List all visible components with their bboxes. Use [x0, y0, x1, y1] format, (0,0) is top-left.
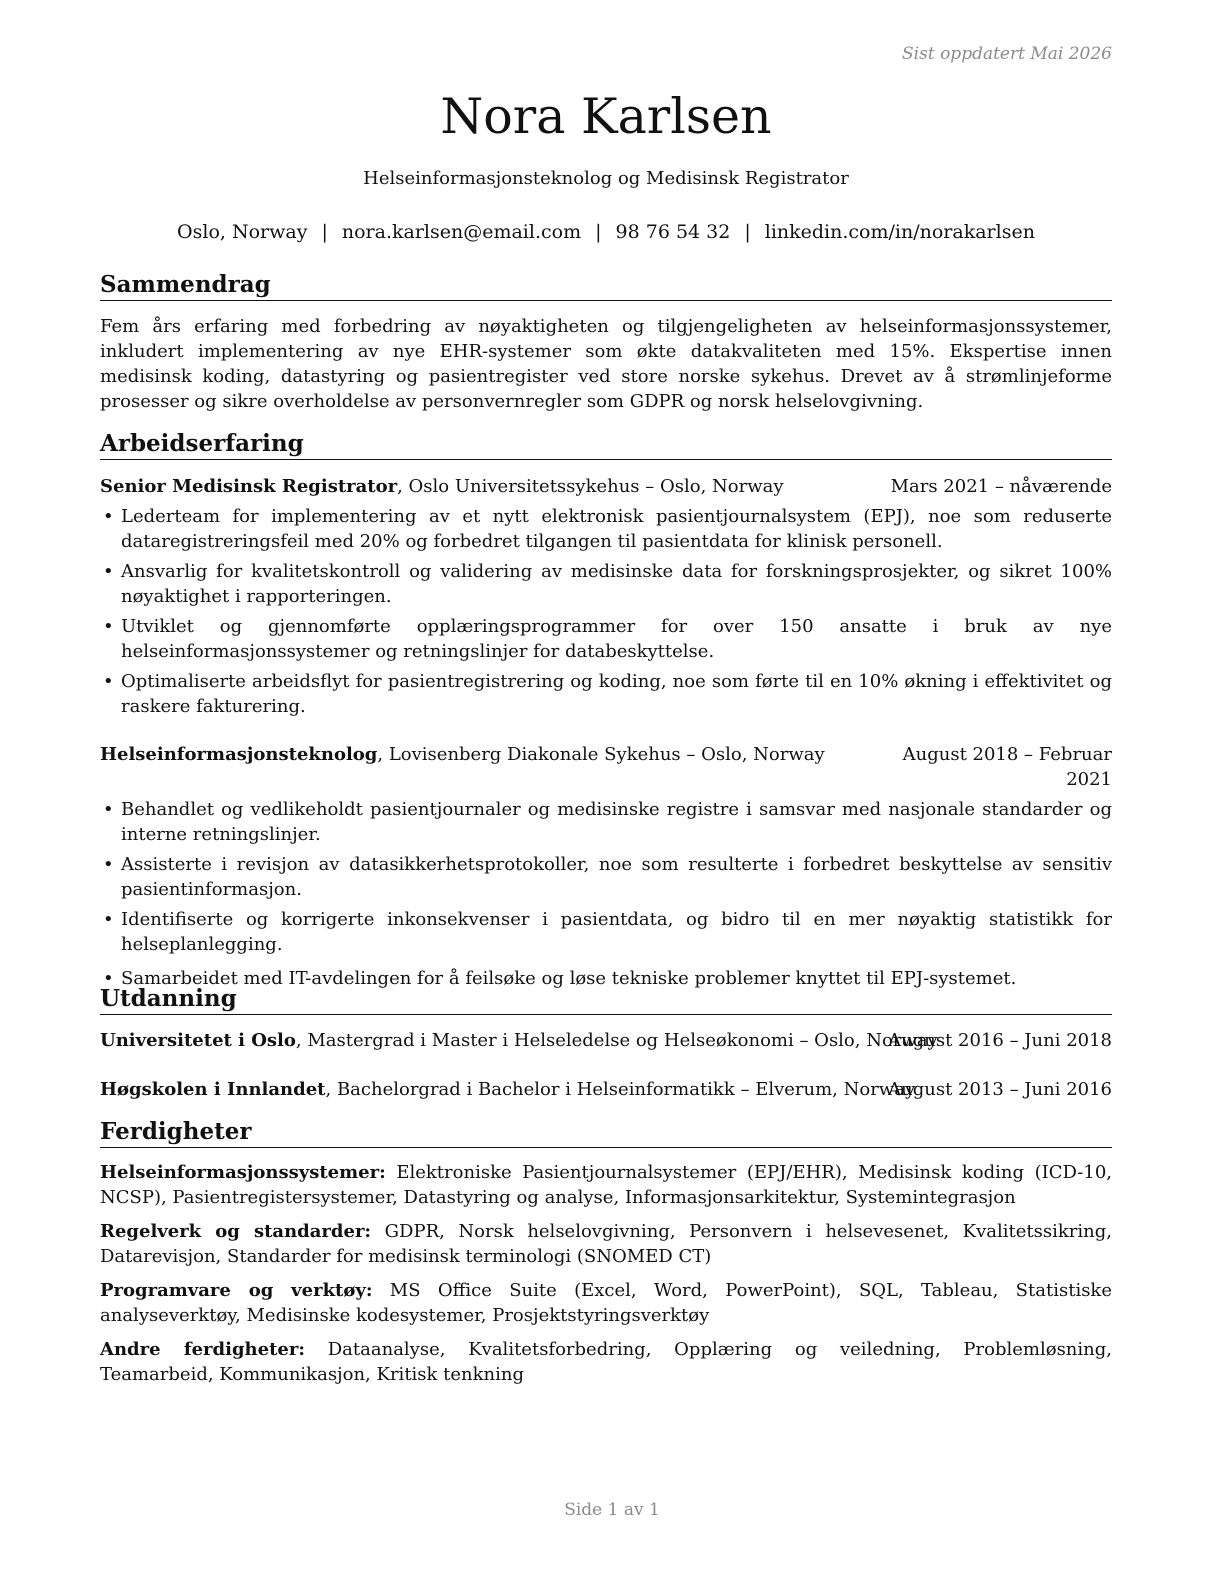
skill-group — [100, 1219, 1112, 1269]
education-school: Universitetet i Oslo — [100, 1030, 296, 1051]
skill-group-text: GDPR, Norsk helselovgivning, Personvern i helsevesenet, Kvalitetssikring, Datarevisjon, Standarder for medisinsk terminologi (SNOMED CT) — [100, 1221, 1113, 1267]
job-dates: August 2018 – Februar 2021 — [902, 744, 1112, 790]
list-item: • Assisterte i revisjon av datasikkerhetsprotokoller, noe som resulterte i forbedret beskyttelse av sensitiv pasientinformasjon. — [103, 854, 1112, 900]
skill-group-text: MS Office Suite (Excel, Word, PowerPoint), SQL, Tableau, Statistiske analyseverktøy, Medisinske kodesystemer, Prosjektstyringsverktøy — [100, 1280, 1112, 1326]
candidate-title: Helseinformasjonsteknolog og Medisinsk Registrator — [363, 168, 849, 189]
skill-group — [100, 1278, 1112, 1328]
skill-group-text: Dataanalyse, Kvalitetsforbedring, Opplæring og veiledning, Problemløsning, Teamarbeid, Kommunikasjon, Kritisk tenkning — [100, 1339, 1112, 1385]
skill-group — [100, 1337, 1112, 1387]
education-degree: , Bachelorgrad i Bachelor i Helseinformatikk – Elverum, Norway — [325, 1079, 916, 1100]
education-item — [100, 1077, 1112, 1102]
education-school: Høgskolen i Innlandet — [100, 1079, 326, 1100]
skill-group-label: Andre ferdigheter: — [100, 1339, 305, 1360]
job-bullets — [100, 504, 1112, 724]
job-role: Senior Medisinsk Registrator — [100, 476, 398, 497]
education-item — [100, 1028, 1112, 1053]
job-bullets — [100, 797, 1112, 996]
section-heading-education: Utdanning — [100, 984, 1112, 1015]
job-employer: , Lovisenberg Diakonale Sykehus – Oslo, Norway — [377, 744, 825, 765]
job-employer: , Oslo Universitetssykehus – Oslo, Norway — [397, 476, 784, 497]
job-dates: Mars 2021 – nåværende — [890, 476, 1112, 497]
contact-separator: | — [595, 221, 602, 243]
skill-group-text: Elektroniske Pasientjournalsystemer (EPJ/EHR), Medisinsk koding (ICD-10, NCSP), Pasientregistersystemer, Datastyring og analyse, Informasjonsarkitektur, Systemintegrasjon — [100, 1162, 1112, 1208]
page-number: Side 1 av 1 — [564, 1500, 660, 1520]
list-item: • Samarbeidet med IT-avdelingen for å feilsøke og løse tekniske problemer knyttet til EPJ-systemet. — [103, 968, 1017, 989]
section-heading-experience: Arbeidserfaring — [100, 429, 1112, 460]
contact-linkedin[interactable]: linkedin.com/in/norakarlsen — [764, 221, 1035, 243]
section-heading-summary: Sammendrag — [100, 270, 1112, 301]
list-item: • Optimaliserte arbeidsflyt for pasientregistrering og koding, noe som førte til en 10% økning i effektivitet og raskere fakturering. — [103, 671, 1112, 717]
list-item: • Utviklet og gjennomførte opplæringsprogrammer for over 150 ansatte i bruk av nye helseinformasjonssystemer og retningslinjer for databeskyttelse. — [103, 616, 1112, 662]
job-role: Helseinformasjonsteknolog — [100, 744, 378, 765]
contact-separator: | — [321, 221, 328, 243]
candidate-name: Nora Karlsen — [440, 88, 772, 145]
education-degree: , Mastergrad i Master i Helseledelse og Helseøkonomi – Oslo, Norway — [295, 1030, 938, 1051]
list-item: • Lederteam for implementering av et nytt elektronisk pasientjournalsystem (EPJ), noe som reduserte dataregistreringsfeil med 20% og forbedret tilgangen til pasientdata for klinisk personell. — [103, 506, 1112, 552]
contact-line — [100, 218, 1112, 246]
job-header — [100, 474, 1112, 499]
skill-group — [100, 1160, 1112, 1210]
contact-email[interactable]: nora.karlsen@email.com — [341, 221, 582, 243]
contact-phone: 98 76 54 32 — [615, 221, 731, 243]
contact-location: Oslo, Norway — [177, 221, 308, 243]
education-dates: August 2013 – Juni 2016 — [888, 1079, 1112, 1100]
skill-group-label: Regelverk og standarder: — [100, 1221, 372, 1242]
contact-separator: | — [744, 221, 751, 243]
skill-group-label: Programvare og verktøy: — [100, 1280, 373, 1301]
last-updated-note: Sist oppdatert Mai 2026 — [902, 44, 1112, 64]
list-item: • Behandlet og vedlikeholdt pasientjournaler og medisinske registre i samsvar med nasjonale standarder og interne retningslinjer. — [103, 799, 1112, 845]
skill-group-label: Helseinformasjonssystemer: — [100, 1162, 386, 1183]
list-item: • Identifiserte og korrigerte inkonsekvenser i pasientdata, og bidro til en mer nøyaktig statistikk for helseplanlegging. — [103, 909, 1112, 955]
summary-text: Fem års erfaring med forbedring av nøyaktigheten og tilgjengeligheten av helseinformasjonssystemer, inkludert implementering av nye EHR-systemer som økte datakvaliteten med 15%. Ekspertise innen medisinsk koding, datastyring og pasientregister ved store norske sykehus. Drevet av å strømlinjeforme prosesser og sikre overholdelse av personvernregler som GDPR og norsk helselovgivning. — [100, 316, 1112, 412]
list-item: • Ansvarlig for kvalitetskontroll og validering av medisinske data for forskningsprosjekter, og sikret 100% nøyaktighet i rapporteringen. — [103, 561, 1112, 607]
job-header — [100, 742, 1112, 792]
education-dates: August 2016 – Juni 2018 — [888, 1030, 1112, 1051]
section-heading-skills: Ferdigheter — [100, 1117, 1112, 1148]
